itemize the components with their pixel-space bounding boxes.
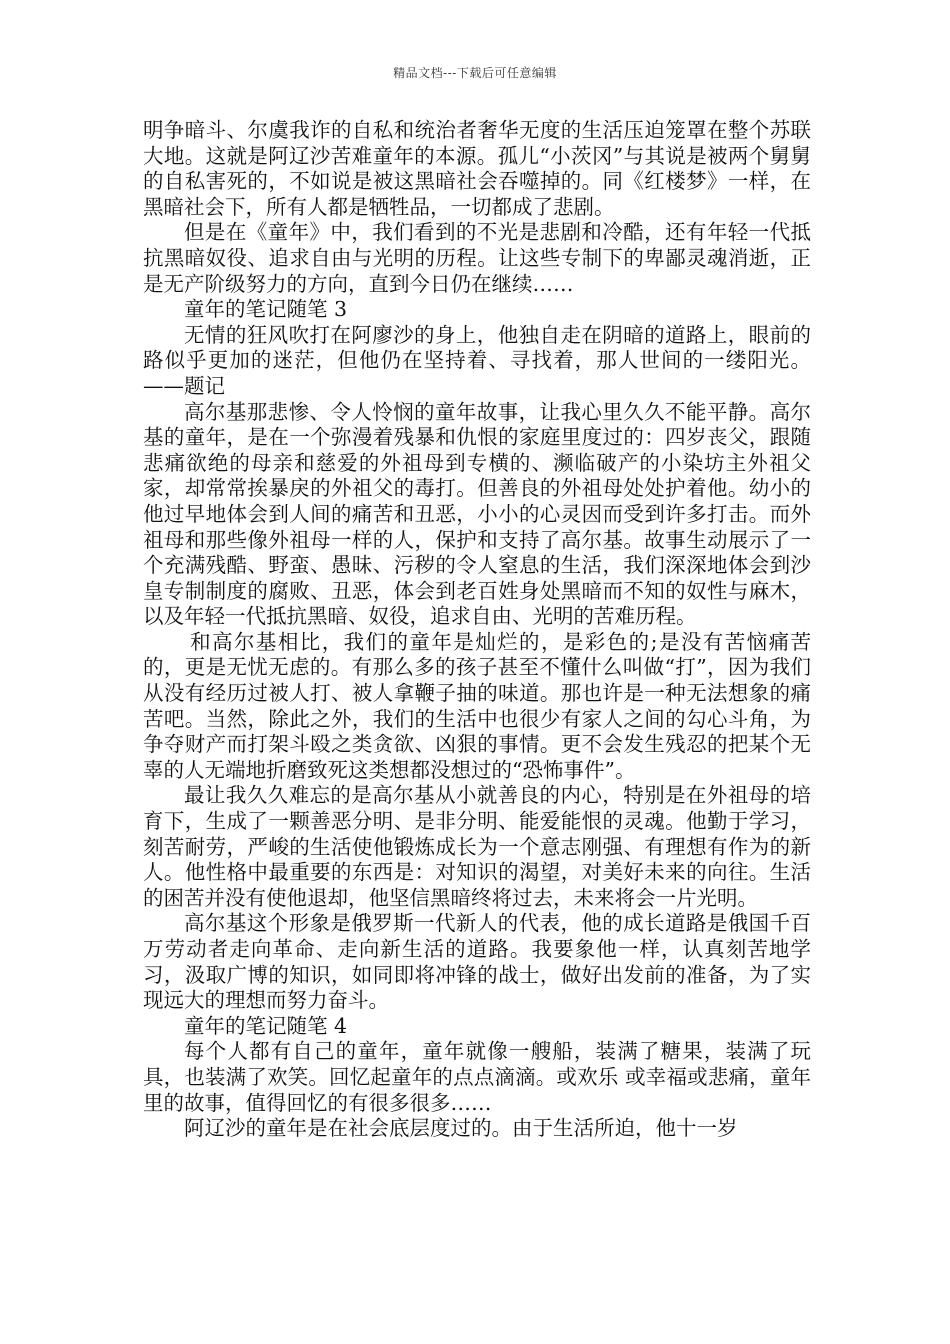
paragraph-8: 每个人都有自己的童年，童年就像一艘船，装满了糖果，装满了玩具，也装满了欢笑。回忆起童年的点点滴滴。或欢乐 或幸福或悲痛，童年里的故事，值得回忆的有很多很多…… (143, 1039, 811, 1115)
paragraph-5: 和高尔基相比，我们的童年是灿烂的，是彩色的;是没有苦恼痛苦的，更是无忧无虑的。有那么多的孩子甚至不懂什么叫做“打”，因为我们从没有经历过被人打、被人拿鞭子抽的味道。那也许是一种无法想象的痛苦吧。当然，除此之外，我们的生活中也很少有家人之间的勾心斗角，为争夺财产而打架斗殴之类贪欲、凶狠的事情。更不会发生残忍的把某个无辜的人无端地折磨致死这类想都没想过的“恐怖事件”。 (143, 629, 811, 782)
document-body (143, 118, 811, 1142)
paragraph-1: 明争暗斗、尔虞我诈的自私和统治者奢华无度的生活压迫笼罩在整个苏联大地。这就是阿辽沙苦难童年的本源。孤儿“小茨冈”与其说是被两个舅舅的自私害死的，不如说是被这黑暗社会吞噬掉的。同《红楼梦》一样，在黑暗社会下，所有人都是牺牲品，一切都成了悲剧。 (143, 118, 811, 219)
section-heading-4: 童年的笔记随笔 4 (184, 1013, 348, 1038)
paragraph-epigraph: 无情的狂风吹打在阿廖沙的身上，他独自走在阴暗的道路上，眼前的路似乎更加的迷茫，但他仍在坚持着、寻找着，那人世间的一缕阳光。——题记 (143, 322, 811, 398)
paragraph-6: 最让我久久难忘的是高尔基从小就善良的内心，特别是在外祖母的培育下，生成了一颗善恶分明、是非分明、能爱能恨的灵魂。他勤于学习，刻苦耐劳，严峻的生活使他锻炼成长为一个意志刚强、有理想有作为的新人。他性格中最重要的东西是：对知识的渴望，对美好未来的向往。生活的困苦并没有使他退却，他坚信黑暗终将过去，未来将会一片光明。 (143, 783, 811, 910)
paragraph-9: 阿辽沙的童年是在社会底层度过的。由于生活所迫，他十一岁 (184, 1116, 738, 1141)
page-header: 精品文档---下载后可任意编辑 (393, 66, 557, 80)
paragraph-4: 高尔基那悲惨、令人怜悯的童年故事，让我心里久久不能平静。高尔基的童年，是在一个弥漫着残暴和仇恨的家庭里度过的：四岁丧父，跟随悲痛欲绝的母亲和慈爱的外祖母到专横的、濒临破产的小染坊主外祖父家，却常常挨暴戾的外祖父的毒打。但善良的外祖母处处护着他。幼小的他过早地体会到人间的痛苦和丑恶，小小的心灵因而受到许多打击。而外祖母和那些像外祖母一样的人，保护和支持了高尔基。故事生动展示了一个充满残酷、野蛮、愚昧、污秽的令人窒息的生活，我们深深地体会到沙皇专制制度的腐败、丑恶，体会到老百姓身处黑暗而不知的奴性与麻木，以及年轻一代抵抗黑暗、奴役，追求自由、光明的苦难历程。 (143, 399, 811, 629)
paragraph-7: 高尔基这个形象是俄罗斯一代新人的代表，他的成长道路是俄国千百万劳动者走向革命、走向新生活的道路。我要象他一样，认真刻苦地学习，汲取广博的知识，如同即将冲锋的战士，做好出发前的准备，为了实现远大的理想而努力奋斗。 (143, 911, 811, 1013)
paragraph-2: 但是在《童年》中，我们看到的不光是悲剧和冷酷，还有年轻一代抵抗黑暗奴役、追求自由与光明的历程。让这些专制下的卑鄙灵魂消逝，正是无产阶级努力的方向，直到今日仍在继续…… (143, 220, 811, 296)
section-heading-3: 童年的笔记随笔 3 (184, 297, 348, 322)
